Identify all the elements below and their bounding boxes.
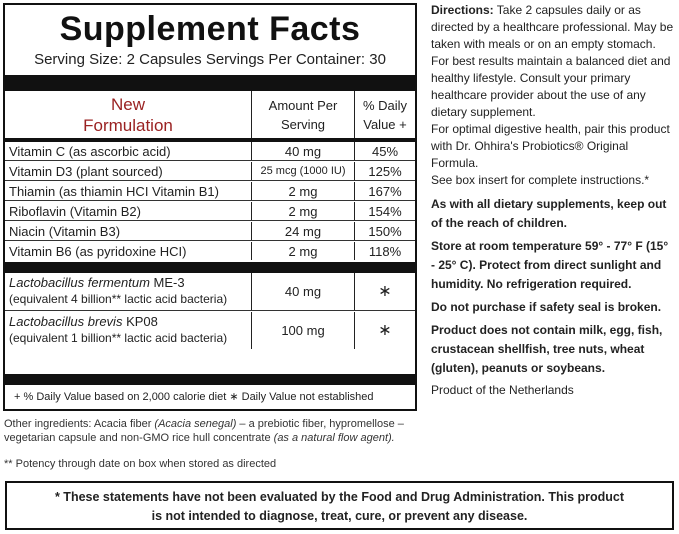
fda-disclaimer: [5, 481, 674, 530]
directions-paragraph: [431, 2, 675, 121]
table-row: [5, 202, 415, 221]
thick-divider: [5, 374, 415, 385]
other-ingredients: [4, 417, 418, 445]
disclaimer-line1: * These statements have not been evaluated by the Food and Drug Administration. This product: [54, 490, 625, 504]
potency-note: ** Potency through date on box when stored as directed: [4, 458, 277, 470]
safety-seal-warning: Do not purchase if safety seal is broken.: [431, 300, 662, 314]
directions-text: Take 2 capsules daily or as directed by a healthcare professional. May be taken with meals or on an empty stomach. For best results maintain a balanced diet and healthy lifestyle. Consult your primary healthcare provider about the use of any dietary supplement.: [431, 3, 674, 119]
other-ingredients-prefix: Other ingredients: Acacia fiber: [4, 418, 155, 430]
header-daily-value: [354, 91, 415, 138]
header-formulation-label: Formulation: [83, 116, 173, 135]
serving-info: Serving Size: 2 Capsules Servings Per Container: 30: [34, 51, 386, 68]
table-row: [5, 242, 415, 261]
probiotic-amount: 100 mg: [251, 312, 354, 349]
header-amount-line1: Amount Per: [268, 98, 338, 113]
nutrient-name: Vitamin B6 (as pyridoxine HCI): [9, 244, 187, 259]
acacia-species: (Acacia senegal): [154, 418, 237, 430]
table-row: [5, 162, 415, 181]
nutrient-amount: 40 mg: [251, 142, 354, 160]
probiotic-species: Lactobacillus fermentum: [9, 275, 150, 290]
supplement-facts-panel: [3, 3, 417, 411]
probiotic-dv: ∗: [354, 273, 415, 310]
nutrient-amount: 2 mg: [251, 242, 354, 260]
thick-divider: [5, 75, 415, 91]
nutrient-amount: 2 mg: [251, 202, 354, 220]
table-row: [5, 142, 415, 161]
header-amount-line2: Serving: [280, 117, 326, 132]
nutrient-dv: 150%: [354, 222, 415, 240]
directions-column: [431, 2, 675, 399]
product-origin: Product of the Netherlands: [431, 383, 574, 397]
nutrient-name: Vitamin C (as ascorbic acid): [9, 144, 171, 159]
other-ingredients-middle: – a prebiotic fiber, hypromellose – vegetarian capsule and non-GMO rice hull concentrate: [4, 418, 404, 444]
table-row: [5, 312, 415, 350]
flow-agent-note: (as a natural flow agent).: [273, 432, 395, 444]
probiotic-species: Lactobacillus brevis: [9, 314, 123, 329]
probiotic-equivalent: (equivalent 1 billion** lactic acid bacteria): [9, 331, 228, 345]
probiotic-strain: KP08: [122, 314, 158, 329]
nutrient-amount: 24 mg: [251, 222, 354, 240]
table-row: [5, 273, 415, 311]
digestive-note: For optimal digestive health, pair this product with Dr. Ohhira's Probiotics® Original Formula.: [431, 122, 670, 170]
nutrient-amount: 25 mcg (1000 IU): [251, 162, 354, 180]
thick-divider: [5, 262, 415, 273]
nutrient-name: Niacin (Vitamin B3): [9, 224, 121, 239]
allergen-statement: Product does not contain milk, egg, fish, crustacean shellfish, tree nuts, wheat (gluten), peanuts or soybeans.: [431, 323, 663, 375]
nutrient-dv: 118%: [354, 242, 415, 260]
header-new: New: [110, 95, 145, 114]
probiotic-strain: ME-3: [149, 275, 185, 290]
probiotic-name: [9, 314, 227, 346]
header-dv-line2: Value +: [363, 117, 407, 132]
nutrient-amount: 2 mg: [251, 182, 354, 200]
header-formulation: [5, 91, 251, 138]
probiotic-name: [9, 275, 227, 307]
nutrient-name: Thiamin (as thiamin HCI Vitamin B1): [9, 184, 219, 199]
nutrient-name: Riboflavin (Vitamin B2): [9, 204, 141, 219]
header-dv-line1: % Daily: [362, 98, 408, 113]
nutrient-dv: 154%: [354, 202, 415, 220]
nutrient-dv: 167%: [354, 182, 415, 200]
directions-label: Directions:: [431, 3, 494, 17]
probiotic-amount: 40 mg: [251, 273, 354, 310]
header-amount: [251, 91, 354, 138]
table-row: [5, 222, 415, 241]
storage-instructions: Store at room temperature 59° - 77° F (15° - 25° C). Protect from direct sunlight and humidity. No refrigeration required.: [431, 239, 669, 291]
table-row: [5, 182, 415, 201]
nutrient-dv: 45%: [354, 142, 415, 160]
nutrient-dv: 125%: [354, 162, 415, 180]
disclaimer-line2: is not intended to diagnose, treat, cure, or prevent any disease.: [151, 509, 528, 523]
probiotic-dv: ∗: [354, 312, 415, 349]
nutrient-name: Vitamin D3 (plant sourced): [9, 164, 163, 179]
facts-title: Supplement Facts: [59, 10, 361, 48]
keep-out-warning: As with all dietary supplements, keep out of the reach of children.: [431, 197, 667, 230]
probiotic-equivalent: (equivalent 4 billion** lactic acid bacteria): [9, 292, 228, 306]
table-header: [5, 91, 415, 138]
dv-footnote: + % Daily Value based on 2,000 calorie diet ∗ Daily Value not established: [14, 391, 374, 403]
see-box-note: See box insert for complete instructions.*: [431, 173, 650, 187]
